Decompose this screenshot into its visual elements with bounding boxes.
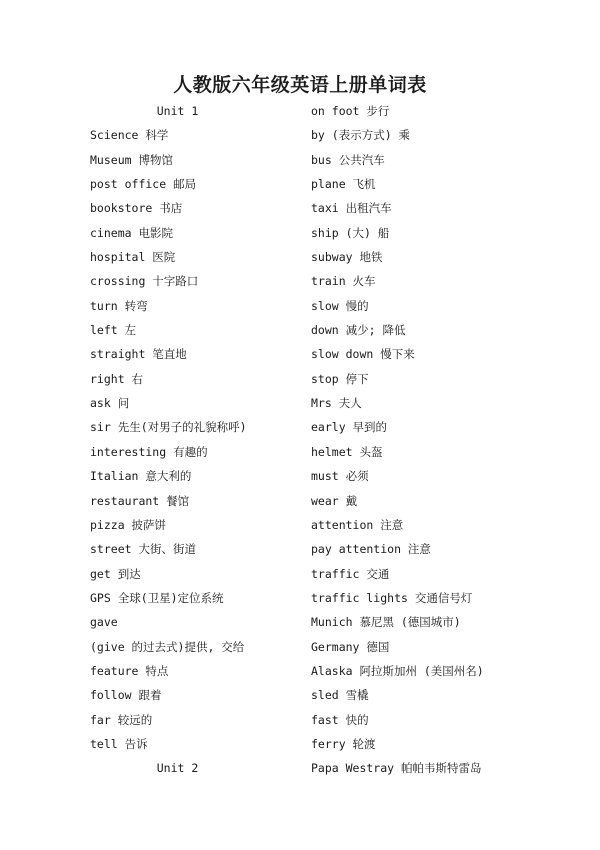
vocab-entry: far 较远的 xyxy=(90,712,153,727)
unit-heading: Unit 2 xyxy=(156,761,199,776)
vocab-entry: turn 转弯 xyxy=(90,298,148,313)
vocab-entry: subway 地铁 xyxy=(311,250,383,265)
vocab-entry: cinema 电影院 xyxy=(90,225,173,240)
vocab-entry: Museum 博物馆 xyxy=(90,152,173,167)
vocab-entry: GPS 全球(卫星)定位系统 xyxy=(90,590,224,605)
vocab-entry: on foot 步行 xyxy=(311,104,390,118)
vocab-entry: get 到达 xyxy=(90,566,141,581)
vocab-entry: wear 戴 xyxy=(311,493,358,508)
vocab-entry: restaurant 餐馆 xyxy=(90,493,190,508)
vocab-entry: Munich 慕尼黑 (德国城市) xyxy=(311,615,461,630)
vocab-entry: Germany 德国 xyxy=(311,639,390,654)
vocab-entry: left 左 xyxy=(90,323,137,338)
vocab-entry: early 早到的 xyxy=(311,420,388,435)
vocab-entry: helmet 头盔 xyxy=(311,444,383,459)
vocab-entry: fast 快的 xyxy=(311,712,369,727)
left-word-column xyxy=(90,99,305,781)
vocab-entry: interesting 有趣的 xyxy=(90,444,208,459)
vocab-entry: slow down 慢下来 xyxy=(311,347,415,362)
vocab-entry: pay attention 注意 xyxy=(311,542,431,557)
vocab-entry: post office 邮局 xyxy=(90,177,197,192)
vocab-entry: sled 雪橇 xyxy=(311,688,369,703)
vocab-entry: traffic lights 交通信号灯 xyxy=(311,590,473,605)
vocab-entry: pizza 披萨饼 xyxy=(90,517,167,532)
vocab-entry: attention 注意 xyxy=(311,517,404,532)
page-title: 人教版六年级英语上册单词表 xyxy=(173,74,427,96)
vocab-entry: crossing 十字路口 xyxy=(90,274,199,289)
vocab-entry: tell 告诉 xyxy=(90,736,148,751)
vocab-entry: sir 先生(对男子的礼貌称呼) xyxy=(90,420,247,435)
vocab-entry: ask 问 xyxy=(90,396,130,411)
vocab-entry: Alaska 阿拉斯加州 (美国州名) xyxy=(311,663,484,678)
vocab-entry: down 减少; 降低 xyxy=(311,323,406,338)
vocab-entry: ferry 轮渡 xyxy=(311,736,376,751)
vocab-entry: Papa Westray 帕帕韦斯特雷岛 xyxy=(311,761,482,776)
vocab-entry: ship (大) 船 xyxy=(311,225,390,240)
vocab-entry: train 火车 xyxy=(311,274,376,289)
right-word-column xyxy=(311,99,591,781)
vocab-entry: stop 停下 xyxy=(311,371,369,386)
vocab-entry: Italian 意大利的 xyxy=(90,469,192,484)
vocab-entry: traffic 交通 xyxy=(311,566,390,581)
vocab-entry: (give 的过去式)提供, 交给 xyxy=(90,639,245,654)
vocab-entry: straight 笔直地 xyxy=(90,347,187,362)
vocab-entry: hospital 医院 xyxy=(90,250,176,265)
vocab-entry: Mrs 夫人 xyxy=(311,396,362,411)
unit-heading: Unit 1 xyxy=(156,104,199,118)
vocab-entry: Science 科学 xyxy=(90,128,169,143)
vocab-entry: must 必须 xyxy=(311,469,369,484)
vocab-entry: right 右 xyxy=(90,371,144,386)
vocab-entry: by (表示方式) 乘 xyxy=(311,128,411,143)
vocab-entry: street 大街、街道 xyxy=(90,542,196,557)
vocab-entry: slow 慢的 xyxy=(311,298,369,313)
vocab-entry: feature 特点 xyxy=(90,663,169,678)
vocab-entry: plane 飞机 xyxy=(311,177,376,192)
vocab-entry: bus 公共汽车 xyxy=(311,152,385,167)
vocab-entry: follow 跟着 xyxy=(90,688,162,703)
vocab-entry: bookstore 书店 xyxy=(90,201,183,216)
vocab-entry: taxi 出租汽车 xyxy=(311,201,392,216)
vocab-entry: gave xyxy=(90,615,118,630)
